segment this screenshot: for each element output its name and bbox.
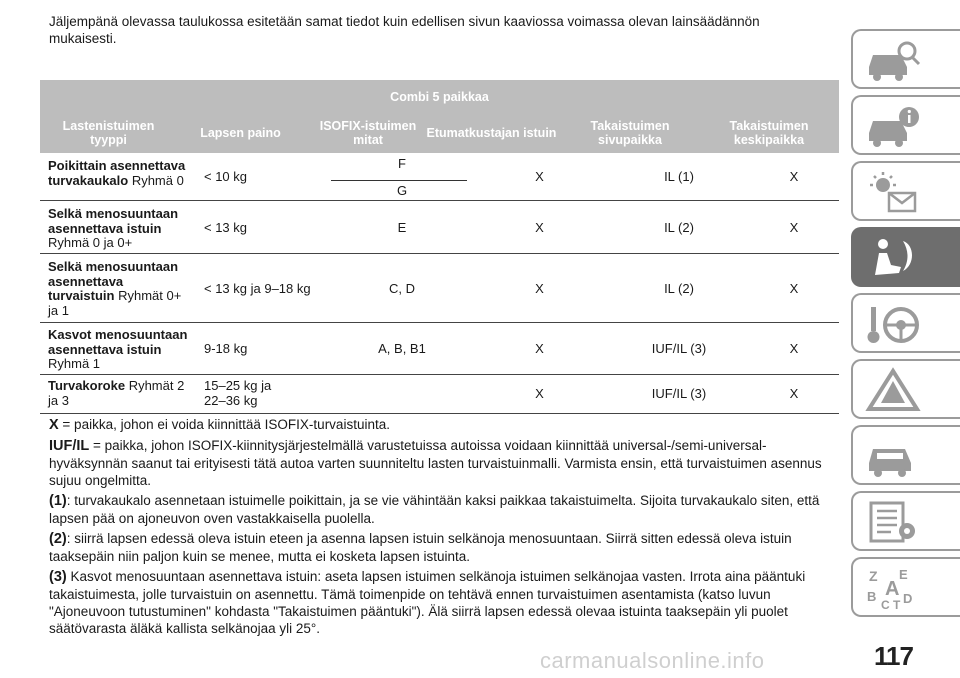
svg-text:Z: Z [869, 568, 878, 584]
chapter-tabs [851, 29, 960, 623]
col-header-seat-type: Lastenistuimen tyyppi [62, 119, 155, 147]
table-header [40, 80, 839, 153]
isofix-cell: C, D [389, 281, 415, 296]
rear-center-cell: X [789, 341, 799, 356]
svg-text:A: A [885, 578, 900, 600]
svg-text:D: D [903, 591, 913, 606]
tab-emergency[interactable] [851, 359, 960, 419]
car-info-icon [863, 103, 923, 149]
warning-triangle-icon [863, 367, 923, 413]
note-iuf-il: IUF/IL = paikka, johon ISOFIX-kiinnitysjärjestelmällä varustetuissa autoissa voidaan kiinnittää universal-/semi-universal-hyväksynnän saanut tai erityisesti tätä autoa varten suunniteltu lasten turvaistuinmalli. Varmista ensin, että turvaistuimen asennus sujuu ongelmitta. [49, 438, 822, 488]
isofix-cell: A, B, B1 [378, 341, 426, 356]
car-service-icon [863, 433, 923, 479]
note-1: (1): turvakaukalo asennetaan istuimelle poikittain, ja se vie vähintään kaksi paikkaa takaistuimelta. Sijoita turvakaukalo siten, että lapsen pää on ajoneuvon oven vastakkaisella puolella. [49, 493, 820, 526]
svg-text:B: B [867, 589, 877, 604]
isofix-divider [331, 180, 467, 181]
tab-safety[interactable] [851, 227, 960, 287]
col-header-weight: Lapsen paino [200, 126, 281, 140]
tab-key-steering[interactable] [851, 293, 960, 353]
car-search-icon [863, 37, 923, 83]
col-header-rear-center: Takaistuimen keskipaikka [729, 119, 809, 147]
table-row [40, 254, 839, 323]
weight-cell: < 13 kg [204, 220, 248, 235]
seat-type-cell: Selkä menosuuntaan asennettava turvaistuin Ryhmät 0+ ja 1 [48, 259, 182, 318]
seat-type-cell: Turvakoroke Ryhmät 2 ja 3 [48, 378, 185, 408]
table-row [40, 153, 839, 201]
note-3: (3) Kasvot menosuuntaan asennettava istuin: aseta lapsen istuimen selkänoja istuimen selkänojaa vasten. Irrota aina pääntuki takaistuimesta, jolle turvaistuin on asennettu. Tämä toimenpide on tehtävä ennen turvaistuimen asentamista (katso luvun "Ajoneuvoon tutustuminen" kohdasta "Takaistuimen pääntuki"). Älä siirrä lapsen edessä olevaa istuinta taaksepäin yli puolet säätövarasta äläkä kallista selkänojaa yli 25°. [49, 569, 806, 636]
note-2: (2): siirrä lapsen edessä oleva istuin eteen ja asenna lapsen istuin selkänoja menosuuntaan. Siirrä sitten edessä oleva istuin taaksepäin niin paljon kuin se menee, mutta ei kosketa lapsen istuinta. [49, 531, 792, 564]
rear-center-cell: X [789, 220, 799, 235]
watermark: carmanualsonline.info [540, 648, 765, 673]
note-x: X = paikka, johon ei voida kiinnittää ISOFIX-turvaistuinta. [49, 417, 390, 433]
rear-center-cell: X [789, 169, 799, 184]
weight-cell: < 10 kg [204, 169, 248, 184]
table-row [40, 375, 839, 414]
rear-center-cell: X [789, 281, 799, 296]
svg-text:C: C [881, 598, 890, 611]
seat-type-cell: Poikittain asennettava turvakaukalo Ryhmä 0 [48, 158, 186, 188]
page-number: 117 [874, 641, 913, 671]
alphabet-index-icon [863, 565, 923, 611]
rear-side-cell: IUF/IL (3) [651, 386, 707, 401]
col-header-rear-side: Takaistuimen sivupaikka [590, 119, 670, 147]
rear-side-cell: IL (2) [664, 220, 694, 235]
col-header-isofix-size: ISOFIX-istuimen mitat [319, 119, 417, 147]
rear-side-cell: IL (2) [664, 281, 694, 296]
key-steering-icon [863, 301, 923, 347]
rear-side-cell: IUF/IL (3) [651, 341, 707, 356]
svg-text:E: E [899, 567, 908, 582]
rear-center-cell: X [789, 386, 799, 401]
rear-side-cell: IL (1) [664, 169, 694, 184]
table-row [40, 201, 839, 254]
table-title: Combi 5 paikkaa [390, 90, 489, 104]
specs-list-icon [863, 499, 923, 545]
weight-cell: 9-18 kg [204, 341, 248, 356]
tab-car-service[interactable] [851, 425, 960, 485]
front-seat-cell: X [535, 169, 544, 184]
column-headers [40, 116, 839, 150]
tab-dashboard-lights[interactable] [851, 161, 960, 221]
intro-text: Jäljempänä olevassa taulukossa esitetään samat tiedot kuin edellisen sivun kaaviossa voimassa olevan lainsäädännön mukaisesti. [49, 14, 760, 46]
front-seat-cell: X [535, 281, 544, 296]
isofix-cell-top: F [398, 156, 406, 171]
col-header-front-seat: Etumatkustajan istuin [426, 126, 557, 140]
weight-cell: < 13 kg ja 9–18 kg [204, 281, 311, 296]
seat-type-cell: Selkä menosuuntaan asennettava istuin Ryhmä 0 ja 0+ [48, 206, 179, 250]
airbag-seat-icon [863, 235, 923, 281]
seat-type-cell: Kasvot menosuuntaan asennettava istuin Ryhmä 1 [48, 327, 188, 371]
tab-specs[interactable] [851, 491, 960, 551]
table-notes [49, 416, 839, 640]
isofix-cell: E [397, 220, 407, 235]
weight-cell: 15–25 kg ja 22–36 kg [204, 378, 272, 408]
svg-text:T: T [893, 598, 901, 611]
dashboard-lights-icon [863, 169, 923, 215]
front-seat-cell: X [535, 220, 544, 235]
tab-car-search[interactable] [851, 29, 960, 89]
table-row [40, 323, 839, 375]
front-seat-cell: X [535, 386, 544, 401]
front-seat-cell: X [535, 341, 544, 356]
tab-car-info[interactable] [851, 95, 960, 155]
isofix-cell-bottom: G [396, 183, 408, 198]
tab-index[interactable] [851, 557, 960, 617]
